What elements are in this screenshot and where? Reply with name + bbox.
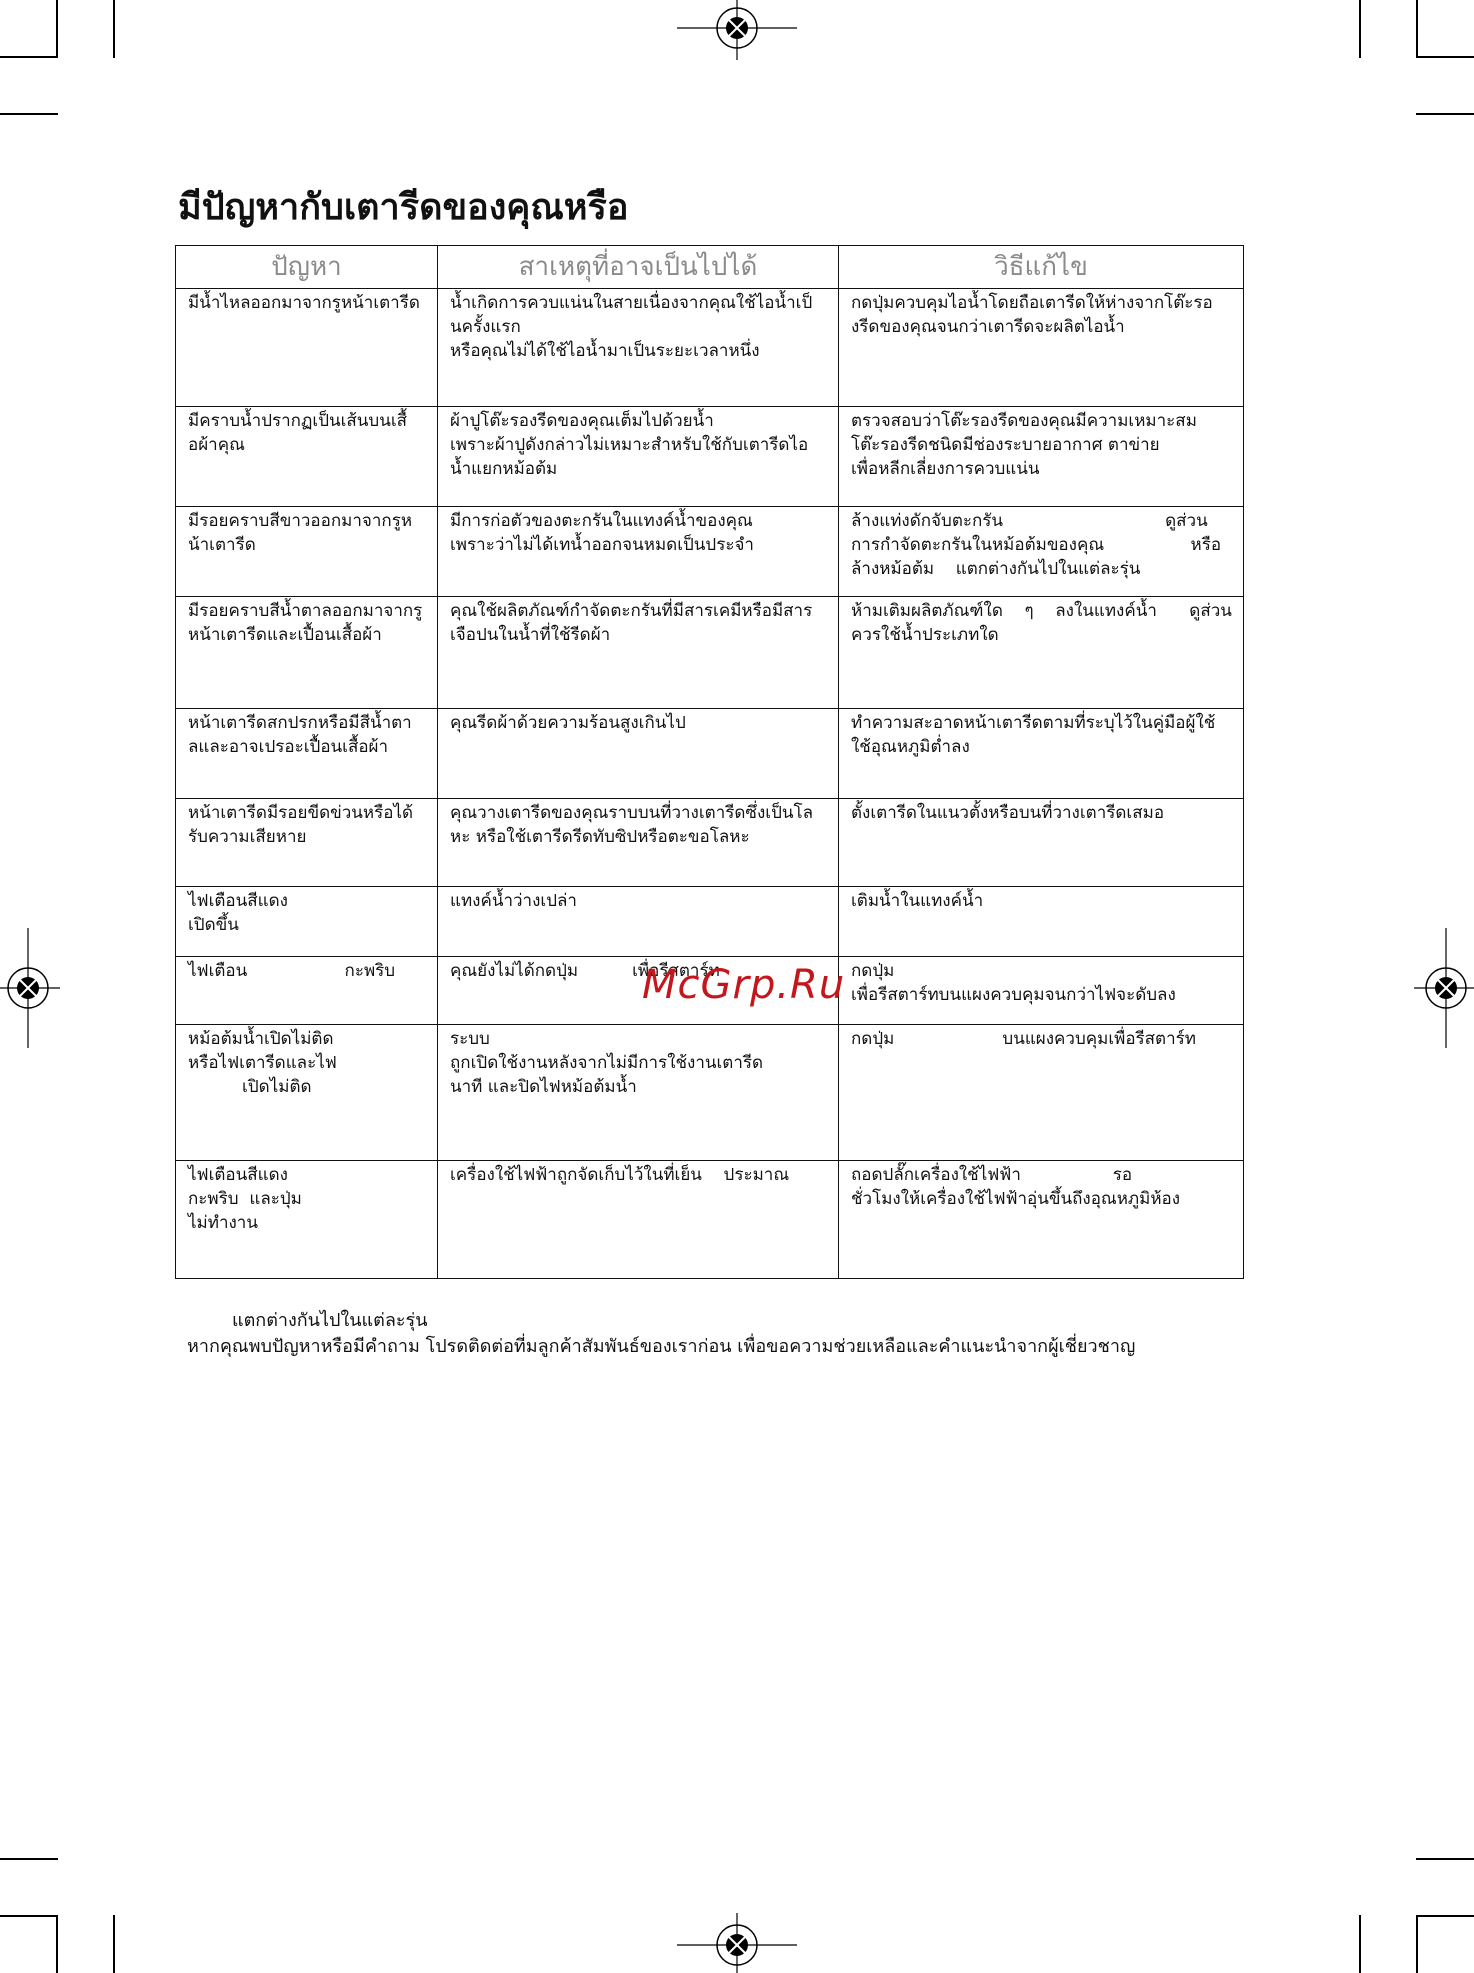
cell-cause <box>438 709 839 799</box>
problem-line: เปิดขึ้น <box>188 915 239 935</box>
problem-line: น้าเตารีด <box>188 535 256 555</box>
solution-line: ทำความสะอาดหน้าเตารีดตามที่ระบุไว้ในคู่มือผู้ใช้ <box>851 713 1216 733</box>
troubleshooting-table <box>175 245 1244 1279</box>
cause-line: แทงค์น้ำว่างเปล่า <box>450 891 577 911</box>
cell-problem <box>176 597 438 709</box>
cell-solution <box>839 597 1244 709</box>
footer <box>187 1308 1135 1360</box>
cell-cause <box>438 289 839 407</box>
table-row <box>176 289 1244 407</box>
cause-line: คุณรีดผ้าด้วยความร้อนสูงเกินไป <box>450 713 686 733</box>
header-solution: วิธีแก้ไข <box>839 246 1244 289</box>
cell-cause <box>438 407 839 507</box>
cell-cause <box>438 1161 839 1279</box>
solution-line: ตั้งเตารีดในแนวตั้งหรือบนที่วางเตารีดเสมอ <box>851 803 1165 823</box>
cause-line: หะ หรือใช้เตารีดรีดทับซิปหรือตะขอโลหะ <box>450 827 750 847</box>
table-header-row <box>176 246 1244 289</box>
solution-line: เติมน้ำในแทงค์น้ำ <box>851 891 984 911</box>
cell-solution <box>839 1025 1244 1161</box>
solution-line: ถอดปลั๊กเครื่องใช้ไฟฟ้า รอ <box>851 1165 1133 1185</box>
cause-line: คุณใช้ผลิตภัณฑ์กำจัดตะกรันที่มีสารเคมีหรือมีสาร <box>450 601 813 621</box>
solution-line: งรีดของคุณจนกว่าเตารีดจะผลิตไอน้ำ <box>851 317 1125 337</box>
problem-line: มีรอยคราบสีน้ำตาลออกมาจากรู <box>188 601 423 621</box>
cause-line: น้ำเกิดการควบแน่นในสายเนื่องจากคุณใช้ไอน้ำเป็ <box>450 293 813 313</box>
cause-line: คุณยังไม่ได้กดปุ่ม เพื่อรีสตาร์ท <box>450 961 720 981</box>
cause-line: มีการก่อตัวของตะกรันในแทงค์น้ำของคุณ <box>450 511 753 531</box>
cause-line: ระบบ <box>450 1029 490 1049</box>
problem-line: ไฟเตือนสีแดง <box>188 1165 288 1185</box>
solution-line: การกำจัดตะกรันในหม้อต้มของคุณ หรือ <box>851 535 1222 555</box>
registration-mark-bottom <box>677 1913 797 1973</box>
cell-problem <box>176 407 438 507</box>
cell-problem <box>176 709 438 799</box>
problem-line: ลและอาจเปรอะเปื้อนเสื้อผ้า <box>188 737 389 757</box>
solution-line: เพื่อรีสตาร์ทบนแผงควบคุมจนกว่าไฟจะดับลง <box>851 985 1176 1005</box>
footer-contact: หากคุณพบปัญหาหรือมีคำถาม โปรดติดต่อที่มลูกค้าสัมพันธ์ของเราก่อน เพื่อขอความช่วยเหลือและคำแนะนำจากผู้เชี่ยวชาญ <box>187 1336 1136 1357</box>
cell-solution <box>839 957 1244 1025</box>
cell-solution <box>839 799 1244 887</box>
solution-line: ชั่วโมงให้เครื่องใช้ไฟฟ้าอุ่นขึ้นถึงอุณหภูมิห้อง <box>851 1189 1181 1209</box>
registration-mark-left <box>0 928 60 1048</box>
cell-problem <box>176 507 438 597</box>
problem-line: หน้าเตารีดและเปื้อนเสื้อผ้า <box>188 625 382 645</box>
cell-solution <box>839 887 1244 957</box>
cell-cause <box>438 1025 839 1161</box>
table-row <box>176 709 1244 799</box>
registration-mark-right <box>1414 928 1474 1048</box>
problem-line: ไฟเตือนสีแดง <box>188 891 288 911</box>
solution-line: เพื่อหลีกเลี่ยงการควบแน่น <box>851 459 1040 479</box>
solution-line: ล้างแท่งดักจับตะกรัน ดูส่วน <box>851 511 1208 531</box>
cell-cause <box>438 507 839 597</box>
cause-line: คุณวางเตารีดของคุณราบบนที่วางเตารีดซึ่งเป็นโล <box>450 803 814 823</box>
problem-line: อผ้าคุณ <box>188 435 245 455</box>
cell-cause <box>438 887 839 957</box>
cell-solution <box>839 407 1244 507</box>
cause-line: เจือปนในน้ำที่ใช้รีดผ้า <box>450 625 611 645</box>
cause-line: เพราะผ้าปูดังกล่าวไม่เหมาะสำหรับใช้กับเตารีดไอ <box>450 435 809 455</box>
table-row <box>176 887 1244 957</box>
solution-line: กดปุ่ม <box>851 961 895 981</box>
solution-line: ตรวจสอบว่าโต๊ะรองรีดของคุณมีความเหมาะสม <box>851 411 1197 431</box>
solution-line: กดปุ่ม บนแผงควบคุมเพื่อรีสตาร์ท <box>851 1029 1196 1049</box>
cause-line: ผ้าปูโต๊ะรองรีดของคุณเต็มไปด้วยน้ำ <box>450 411 714 431</box>
solution-line: ล้างหม้อต้ม แตกต่างกันไปในแต่ละรุ่น <box>851 559 1141 579</box>
problem-line: มีคราบน้ำปรากฏเป็นเส้นบนเสื้ <box>188 411 408 431</box>
cell-problem <box>176 1025 438 1161</box>
cell-problem <box>176 289 438 407</box>
cause-line: นครั้งแรก <box>450 317 521 337</box>
cell-solution <box>839 709 1244 799</box>
table-row <box>176 799 1244 887</box>
problem-line: หน้าเตารีดมีรอยขีดข่วนหรือได้ <box>188 803 414 823</box>
cell-cause <box>438 799 839 887</box>
footer-note: แตกต่างกันไปในแต่ละรุ่น <box>232 1310 428 1331</box>
table-row <box>176 597 1244 709</box>
header-cause: สาเหตุที่อาจเป็นไปได้ <box>438 246 839 289</box>
solution-line: กดปุ่มควบคุมไอน้ำโดยถือเตารีดให้ห่างจากโต๊ะรอ <box>851 293 1213 313</box>
cell-solution <box>839 1161 1244 1279</box>
cause-line: เพราะว่าไม่ได้เทน้ำออกจนหมดเป็นประจำ <box>450 535 754 555</box>
cell-cause <box>438 597 839 709</box>
cell-problem <box>176 957 438 1025</box>
cell-problem <box>176 1161 438 1279</box>
cause-line: น้ำแยกหม้อต้ม <box>450 459 558 479</box>
solution-line: ควรใช้น้ำประเภทใด <box>851 625 999 645</box>
cause-line: นาที และปิดไฟหม้อต้มน้ำ <box>450 1077 637 1097</box>
solution-line: ใช้อุณหภูมิต่ำลง <box>851 737 970 757</box>
problem-line: รับความเสียหาย <box>188 827 307 847</box>
problem-line: หน้าเตารีดสกปรกหรือมีสีน้ำตา <box>188 713 412 733</box>
table-row <box>176 1161 1244 1279</box>
table-row <box>176 507 1244 597</box>
page-title: มีปัญหากับเตารีดของคุณหรือ <box>178 187 629 228</box>
table-row <box>176 407 1244 507</box>
problem-line: กะพริบ และปุ่ม <box>188 1189 302 1209</box>
solution-line: โต๊ะรองรีดชนิดมีช่องระบายอากาศ ตาข่าย <box>851 435 1160 455</box>
cell-problem <box>176 887 438 957</box>
cell-problem <box>176 799 438 887</box>
problem-line: มีรอยคราบสีขาวออกมาจากรูห <box>188 511 413 531</box>
cause-line: เครื่องใช้ไฟฟ้าถูกจัดเก็บไว้ในที่เย็น ประมาณ <box>450 1165 790 1185</box>
table-row <box>176 1025 1244 1161</box>
cause-line: ถูกเปิดใช้งานหลังจากไม่มีการใช้งานเตารีด <box>450 1053 764 1073</box>
watermark: McGrp.Ru <box>642 962 846 1008</box>
solution-line: ห้ามเติมผลิตภัณฑ์ใด ๆ ลงในแทงค์น้ำ ดูส่วน <box>851 601 1232 621</box>
cell-solution <box>839 289 1244 407</box>
problem-line: หรือไฟเตารีดและไฟ <box>188 1053 337 1073</box>
header-problem: ปัญหา <box>176 246 438 289</box>
problem-line: หม้อต้มน้ำเปิดไม่ติด <box>188 1029 334 1049</box>
cause-line: หรือคุณไม่ได้ใช้ไอน้ำมาเป็นระยะเวลาหนึ่ง <box>450 341 760 361</box>
problem-line: ไม่ทำงาน <box>188 1213 258 1233</box>
problem-line: มีน้ำไหลออกมาจากรูหน้าเตารีด <box>188 293 420 313</box>
problem-line: เปิดไม่ติด <box>188 1077 312 1097</box>
problem-line: ไฟเตือน กะพริบ <box>188 961 396 981</box>
cell-solution <box>839 507 1244 597</box>
registration-mark-top <box>677 0 797 60</box>
